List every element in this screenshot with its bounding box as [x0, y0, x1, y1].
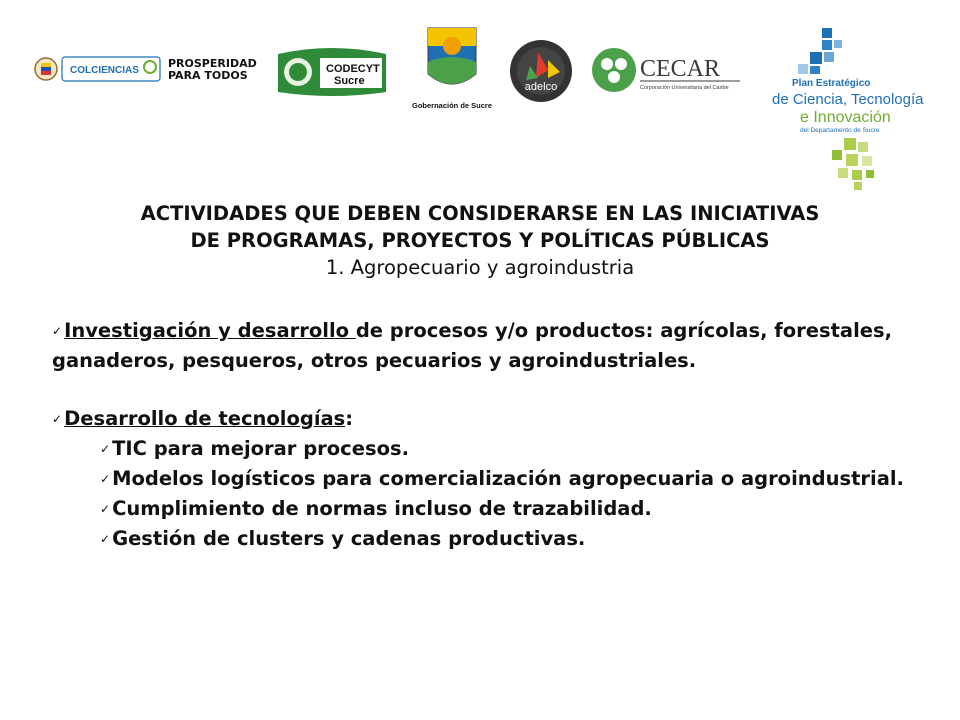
- plan-line2: de Ciencia, Tecnología: [772, 91, 924, 108]
- item2-underlined: Desarrollo de tecnologías: [64, 407, 346, 430]
- item2-colon: :: [345, 407, 354, 430]
- gobernacion-sucre-logo: [408, 18, 496, 114]
- redadelco-text: adelco: [524, 81, 558, 93]
- prosperidad-line1: PROSPERIDAD: [168, 57, 257, 70]
- sub-item-text: Modelos logísticos para comercialización agropecuaria o agroindustrial.: [112, 467, 904, 490]
- slide-heading: [30, 200, 930, 281]
- plan-estrategico-logo: [770, 24, 946, 190]
- prosperidad-logo: [168, 57, 257, 84]
- check-icon: ✓: [52, 324, 63, 338]
- codecyt-logo: [276, 44, 388, 100]
- check-icon: ✓: [100, 502, 111, 516]
- sub-list-item: [52, 494, 932, 524]
- heading-line3: [30, 254, 930, 281]
- sub-item-text: Gestión de clusters y cadenas productivas.: [112, 527, 586, 550]
- list-item: [52, 404, 932, 434]
- heading-line2: DE PROGRAMAS, PROYECTOS Y POLÍTICAS PÚBLICAS: [190, 229, 770, 252]
- list-item: [52, 316, 932, 375]
- check-icon: ✓: [100, 472, 111, 486]
- check-icon: ✓: [52, 412, 63, 426]
- cecar-name: CECAR: [640, 56, 721, 82]
- colciencias-text: COLCIENCIAS: [70, 65, 139, 76]
- check-icon: ✓: [100, 442, 111, 456]
- colciencias-logo: [32, 52, 162, 86]
- redadelco-logo: [508, 38, 574, 104]
- plan-line1: Plan Estratégico: [792, 78, 871, 89]
- sub-item-text: TIC para mejorar procesos.: [112, 437, 409, 460]
- sub-list-item: [52, 524, 932, 554]
- sub-list-item: [52, 464, 932, 494]
- plan-line4: del Departamento de Sucre: [800, 127, 880, 134]
- sub-item-text: Cumplimiento de normas incluso de trazabilidad.: [112, 497, 652, 520]
- heading-line1: ACTIVIDADES QUE DEBEN CONSIDERARSE EN LAS INICIATIVAS: [140, 202, 820, 225]
- codecyt-sucre: Sucre: [334, 75, 365, 87]
- logo-bar: [0, 0, 960, 200]
- prosperidad-line2: PARA TODOS: [168, 69, 248, 82]
- item1-text: de procesos y/o productos: agrícolas, forestales, ganaderos, pesqueros, otros pecuarios y agroindustriales.: [52, 319, 892, 372]
- item1-underlined: Investigación y desarrollo: [64, 319, 356, 342]
- sub-list-item: [52, 434, 932, 464]
- heading-line3-text: 1. Agropecuario y agroindustria: [325, 256, 635, 279]
- cecar-subtitle: Corporación Universitaria del Caribe: [640, 85, 729, 91]
- check-icon: ✓: [100, 532, 111, 546]
- activity-list: [52, 316, 932, 554]
- plan-line3: e Innovación: [800, 109, 891, 126]
- codecyt-text: CODECYT: [326, 63, 380, 75]
- cecar-logo: [590, 44, 742, 96]
- sucre-caption: Gobernación de Sucre: [411, 101, 493, 110]
